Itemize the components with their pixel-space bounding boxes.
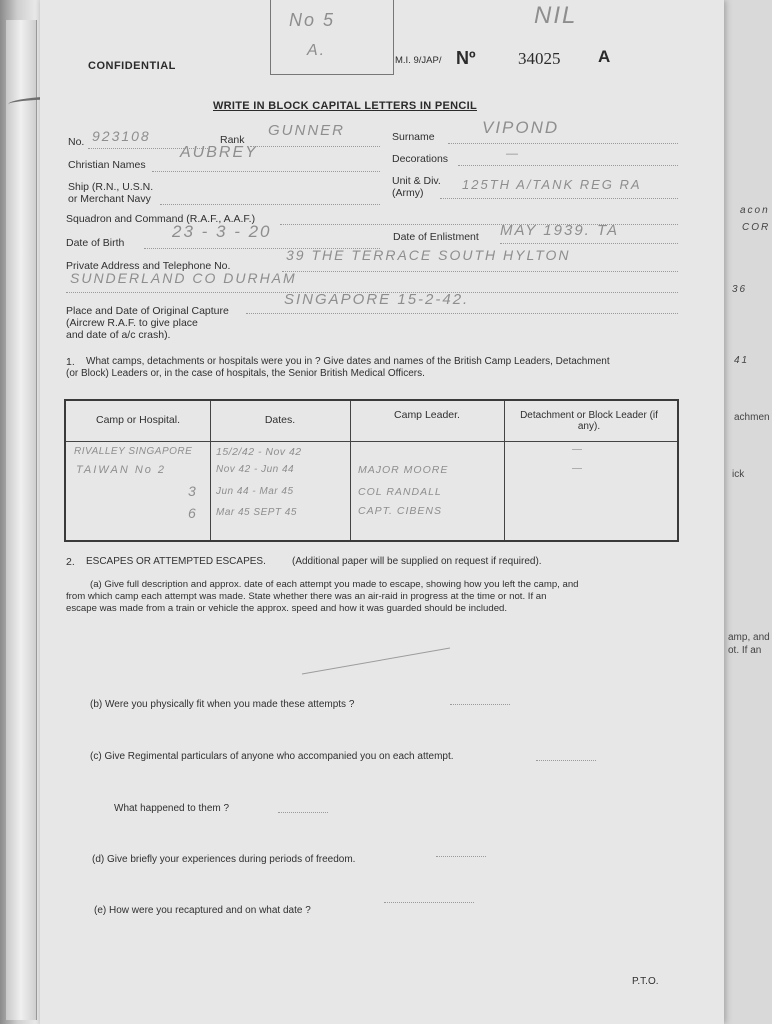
table-cell-leader: COL RANDALL bbox=[358, 486, 442, 498]
pencil-dash bbox=[450, 704, 510, 705]
serial-number: 34025 bbox=[518, 49, 561, 68]
rank-value: GUNNER bbox=[268, 122, 346, 139]
question-2-number: 2. bbox=[66, 556, 75, 568]
table-column-divider bbox=[504, 401, 505, 540]
capture-line bbox=[246, 313, 678, 314]
ship-line bbox=[160, 204, 380, 205]
no-label: No. bbox=[68, 136, 85, 148]
ship-label-2: or Merchant Navy bbox=[68, 193, 151, 205]
stamp-line-2: A. bbox=[307, 42, 327, 59]
form-reference: M.I. 9/JAP/ bbox=[395, 55, 442, 66]
christian-names-value: AUBREY bbox=[180, 144, 258, 161]
table-cell-leader: MAJOR MOORE bbox=[358, 464, 449, 476]
surname-label: Surname bbox=[392, 131, 435, 143]
table-cell-dates: Nov 42 - Jun 44 bbox=[216, 464, 295, 475]
question-1-text-2: (or Block) Leaders or, in the case of hospitals, the Senior British Medical Officers. bbox=[66, 368, 425, 379]
address-value-1: 39 THE TERRACE SOUTH HYLTON bbox=[286, 247, 571, 263]
table-cell-camp: 6 bbox=[188, 505, 198, 521]
table-cell-dates: Jun 44 - Mar 45 bbox=[216, 486, 294, 497]
table-header-detachment: Detachment or Block Leader (if any). bbox=[520, 410, 658, 432]
question-2d-text: (d) Give briefly your experiences during periods of freedom. bbox=[92, 854, 356, 865]
question-2c-sub-text: What happened to them ? bbox=[114, 803, 230, 814]
side-text: 41 bbox=[734, 355, 750, 366]
decorations-label: Decorations bbox=[392, 153, 449, 165]
unit-label-1: Unit & Div. bbox=[392, 175, 441, 187]
table-header-camp: Camp or Hospital. bbox=[95, 414, 181, 426]
camps-table bbox=[64, 399, 679, 542]
date-of-birth-label: Date of Birth bbox=[66, 237, 125, 249]
table-header-dates: Dates. bbox=[264, 414, 296, 426]
question-2a-text-1: (a) Give full description and approx. date of each attempt you made to escape, showing how you left the camp, and bbox=[90, 579, 579, 590]
table-cell-detachment: — bbox=[572, 444, 584, 455]
pencil-annotation-nil: NIL bbox=[534, 2, 578, 29]
date-of-birth-value: 23 - 3 - 20 bbox=[172, 222, 272, 241]
stamp-box bbox=[270, 0, 394, 75]
no-value: 923108 bbox=[92, 128, 151, 144]
classification-label: CONFIDENTIAL bbox=[88, 60, 176, 72]
serial-suffix: A bbox=[598, 47, 611, 66]
pencil-stroke bbox=[300, 640, 460, 680]
binding-strip bbox=[6, 20, 37, 1020]
capture-label-2: (Aircrew R.A.F. to give place bbox=[66, 317, 198, 329]
unit-label-2: (Army) bbox=[392, 187, 424, 199]
enlistment-line bbox=[500, 243, 678, 244]
instruction-heading: WRITE IN BLOCK CAPITAL LETTERS IN PENCIL bbox=[213, 100, 477, 112]
enlistment-value: MAY 1939. TA bbox=[500, 222, 620, 239]
enlistment-label: Date of Enlistment bbox=[393, 231, 479, 243]
question-2c-text: (c) Give Regimental particulars of anyone who accompanied you on each attempt. bbox=[90, 751, 454, 762]
address-value-2: SUNDERLAND CO DURHAM bbox=[70, 270, 297, 286]
surname-value: VIPOND bbox=[482, 118, 560, 137]
question-1-text-1: What camps, detachments or hospitals were you in ? Give dates and names of the British Camp Leaders, Detachment bbox=[86, 356, 610, 367]
pencil-dash bbox=[536, 760, 596, 761]
squadron-label: Squadron and Command (R.A.F., A.A.F.) bbox=[66, 213, 256, 225]
question-2b-text: (b) Were you physically fit when you made these attempts ? bbox=[90, 699, 355, 710]
capture-label-1: Place and Date of Original Capture bbox=[66, 305, 229, 317]
decorations-line bbox=[458, 165, 678, 166]
side-text: achmen bbox=[734, 412, 770, 423]
table-column-divider bbox=[350, 401, 351, 540]
rank-label: Rank bbox=[220, 134, 245, 146]
address-label: Private Address and Telephone No. bbox=[66, 260, 231, 272]
table-cell-dates: 15/2/42 - Nov 42 bbox=[216, 446, 302, 458]
side-text: COR bbox=[742, 222, 771, 233]
number-symbol: Nº bbox=[456, 48, 476, 68]
table-cell-camp: TAIWAN No 2 bbox=[76, 464, 167, 476]
table-header-camp-leader: Camp Leader. bbox=[394, 409, 460, 421]
table-cell-dates: Mar 45 SEPT 45 bbox=[216, 507, 297, 518]
pto-label: P.T.O. bbox=[632, 976, 659, 987]
pencil-dash bbox=[278, 812, 328, 813]
side-text: amp, and bbox=[728, 632, 770, 643]
address-line-1 bbox=[282, 271, 678, 272]
ship-label-1: Ship (R.N., U.S.N. bbox=[68, 181, 154, 193]
christian-names-line bbox=[152, 171, 380, 172]
capture-label-3: and date of a/c crash). bbox=[66, 329, 171, 341]
side-text: ick bbox=[732, 469, 745, 480]
question-2e-text: (e) How were you recaptured and on what date ? bbox=[94, 905, 311, 916]
table-header-rule bbox=[66, 441, 677, 442]
question-2-title: ESCAPES OR ATTEMPTED ESCAPES. bbox=[86, 556, 266, 567]
rank-line bbox=[250, 146, 380, 147]
question-1-number: 1. bbox=[66, 356, 75, 368]
stamp-line-1: No 5 bbox=[289, 10, 336, 30]
decorations-value: — bbox=[506, 146, 520, 160]
christian-names-label: Christian Names bbox=[68, 159, 146, 171]
surname-line bbox=[448, 143, 678, 144]
unit-value: 125TH A/TANK REG RA bbox=[462, 177, 642, 192]
table-cell-leader: CAPT. CIBENS bbox=[358, 505, 442, 517]
question-2a-text-3: escape was made from a train or vehicle the approx. speed and how it was guarded should be included. bbox=[66, 603, 508, 614]
pencil-dash bbox=[384, 902, 474, 903]
side-text: acon bbox=[740, 205, 770, 216]
table-cell-camp: RIVALLEY SINGAPORE bbox=[74, 446, 193, 457]
table-cell-detachment: — bbox=[572, 463, 584, 474]
pencil-dash bbox=[436, 856, 486, 857]
capture-value: SINGAPORE 15-2-42. bbox=[284, 291, 470, 308]
side-text: ot. If an bbox=[728, 645, 762, 656]
side-text: 36 bbox=[732, 284, 748, 295]
question-2-note: (Additional paper will be supplied on request if required). bbox=[292, 556, 542, 567]
unit-line bbox=[440, 198, 678, 199]
question-2a-text-2: from which camp each attempt was made. State whether there was an air-raid in progress at the time or not. If an bbox=[66, 591, 547, 602]
table-cell-camp: 3 bbox=[188, 483, 198, 499]
